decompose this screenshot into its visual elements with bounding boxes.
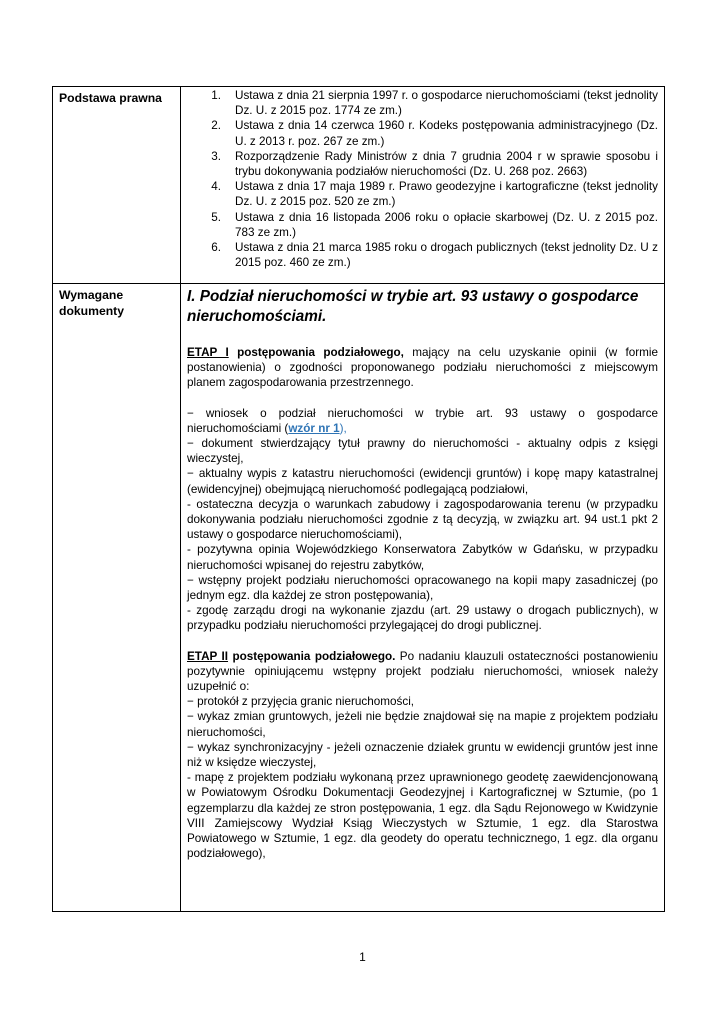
legal-basis-label: Podstawa prawna: [59, 91, 162, 105]
etap1-item: − dokument stwierdzający tytuł prawny do nieruchomości - aktualny odpis z księgi wieczystej,: [187, 437, 658, 466]
list-item: 6. Ustawa z dnia 21 marca 1985 roku o drogach publicznych (tekst jednolity Dz. U z 2015 poz. 460 ze zm.): [211, 241, 658, 270]
etap2-item: - mapę z projektem podziału wykonaną przez uprawnionego geodetę zaewidencjonowaną w Powiatowym Ośrodku Dokumentacji Geodezyjnej i Kartograficznej w Sztumie, (po 1 egzemplarzu dla każdej ze stron postępowania, 1 egz. dla Sądu Rejonowego w Kwidzynie VIII Zamiejscowy Wydział Ksiąg Wieczystych w Sztumie, 1 egz. dla Starostwa Powiatowego w Sztumie, 1 egz. dla geodety do operatu technicznego, 1 egz. dla organu podziałowego),: [187, 771, 658, 861]
required-documents-content-cell: [181, 284, 665, 912]
required-documents-label-cell: [53, 284, 181, 912]
section-heading: I. Podział nieruchomości w trybie art. 93 ustawy o gospodarce nieruchomościami.: [187, 288, 639, 325]
etap1-label: ETAP I: [187, 346, 229, 359]
required-documents-label: Wymagane dokumenty: [59, 288, 125, 318]
etap2-label: ETAP II: [187, 649, 229, 663]
list-item: 1. Ustawa z dnia 21 sierpnia 1997 r. o gospodarce nieruchomościami (tekst jednolity Dz. U. z 2015 poz. 1774 ze zm.): [211, 89, 658, 118]
etap2-item: − wykaz zmian gruntowych, jeżeli nie będzie znajdował się na mapie z projektem podziału nieruchomości,: [187, 710, 658, 739]
etap2-title: postępowania podziałowego.: [228, 649, 396, 663]
etap1-item: − wniosek o podział nieruchomości w trybie art. 93 ustawy o gospodarce nieruchomościami (wzór nr 1),: [187, 406, 658, 435]
page-number: 1: [359, 950, 366, 964]
legal-basis-list: [187, 88, 658, 270]
form-1-link[interactable]: wzór nr 1: [288, 421, 340, 435]
etap1-item: - ostateczna decyzja o warunkach zabudowy i zagospodarowania terenu (w przypadku dokonywania podziału nieruchomości zgodnie z tą decyzją, w związku art. 94 ust.1 pkt 2 ustawy o gospodarce nieruchomościami),: [187, 497, 658, 542]
list-item: 4. Ustawa z dnia 17 maja 1989 r. Prawo geodezyjne i kartograficzne (tekst jednolity Dz. U. z 2015 poz. 520 ze zm.): [211, 180, 658, 209]
etap1-intro: [187, 345, 658, 391]
legal-basis-label-cell: [53, 87, 181, 284]
list-item: 3. Rozporządzenie Rady Ministrów z dnia 7 grudnia 2004 r w sprawie sposobu i trybu dokonywania podziałów nieruchomości (Dz. U. 268 poz. 2663): [211, 149, 658, 179]
etap2-intro: [187, 649, 658, 695]
list-item: 5. Ustawa z dnia 16 listopada 2006 roku o opłacie skarbowej (Dz. U. z 2015 poz. 783 ze zm.): [211, 210, 658, 239]
etap2-item: − protokół z przyjęcia granic nieruchomości,: [187, 695, 415, 709]
requirements-table: [52, 86, 665, 912]
etap2-text: Po nadaniu klauzuli ostateczności postanowieniu pozytywnie opiniującemu wstępny projekt podziału nieruchomości, wniosek należy uzupełnić o:: [187, 649, 658, 694]
etap1-item: - pozytywna opinia Wojewódzkiego Konserwatora Zabytków w Gdańsku, w przypadku nieruchomości wpisanej do rejestru zabytków,: [187, 543, 658, 572]
required-documents-row: [53, 284, 665, 912]
legal-basis-content-cell: [181, 87, 665, 284]
etap1-item: − wstępny projekt podziału nieruchomości opracowanego na kopii mapy zasadniczej (po jednym egz. dla każdej ze stron postępowania),: [187, 573, 658, 603]
etap1-item: − aktualny wypis z katastru nieruchomości (ewidencji gruntów) i kopę mapy katastralnej (ewidencyjnej) obejmującą nieruchomość podlegającą podziałowi,: [187, 467, 658, 496]
etap1-title: postępowania podziałowego,: [228, 346, 404, 359]
etap1-item: - zgodę zarządu drogi na wykonanie zjazdu (art. 29 ustawy o drogach publicznych), w przypadku podziału nieruchomości przylegającej do drogi publicznej.: [187, 604, 658, 633]
legal-basis-row: [53, 87, 665, 284]
list-item: 2. Ustawa z dnia 14 czerwca 1960 r. Kodeks postępowania administracyjnego (Dz. U. z 2013 r. poz. 267 ze zm.): [211, 119, 658, 148]
etap1-text: mający na celu uzyskanie opinii (w formie postanowienia) o zgodności proponowanego podziału nieruchomości z miejscowym planem zagospodarowania przestrzennego.: [187, 346, 659, 390]
etap2-item: − wykaz synchronizacyjny - jeżeli oznaczenie działek gruntu w ewidencji gruntów jest inne niż w księdze wieczystej,: [187, 740, 658, 770]
